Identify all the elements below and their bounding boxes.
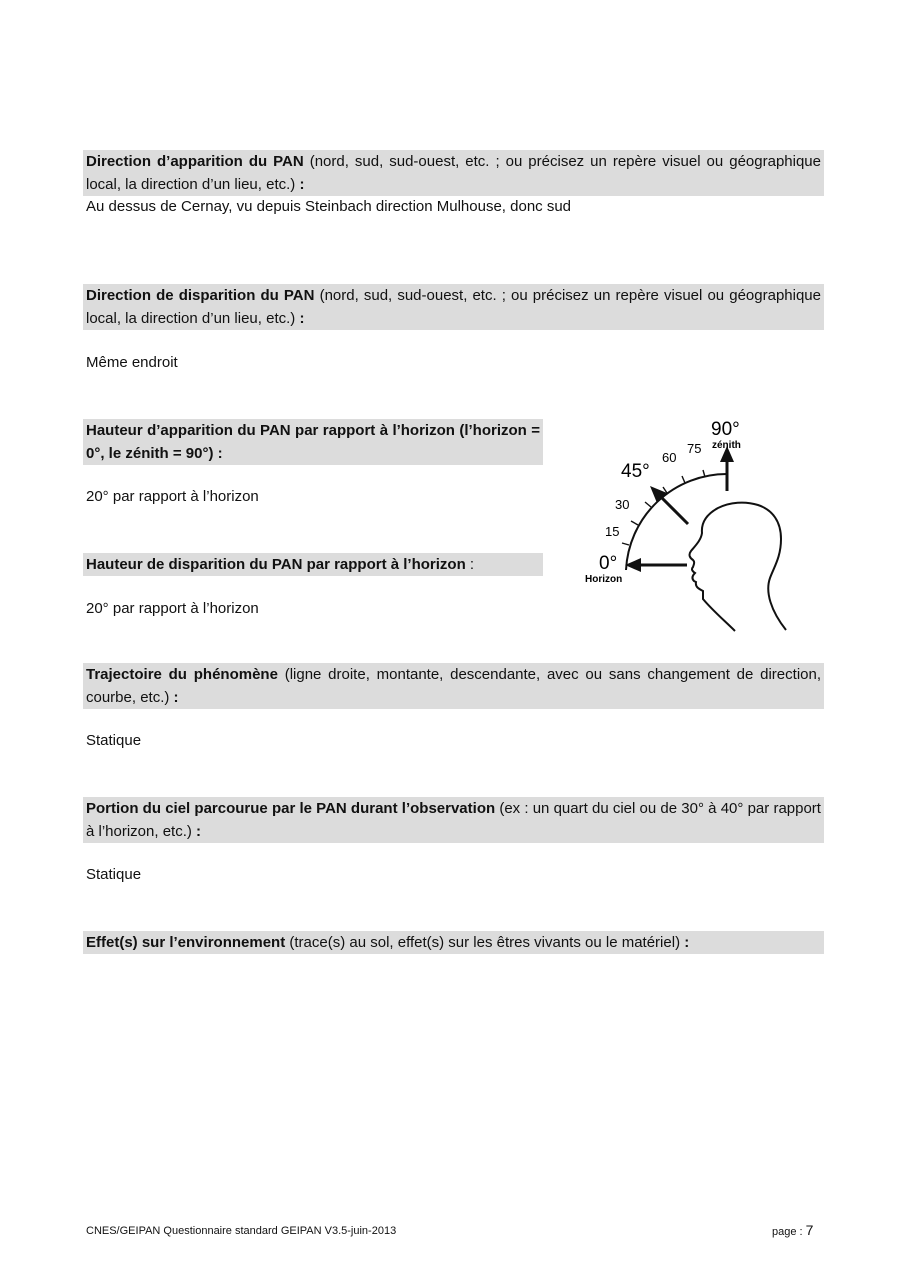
- question-colon: :: [173, 689, 179, 706]
- head-silhouette-icon: [690, 503, 786, 631]
- question-label: Hauteur d’apparition du PAN: [86, 422, 291, 439]
- question-hauteur-disparition: [83, 553, 543, 576]
- question-label: Direction de disparition du PAN: [86, 287, 315, 304]
- label-horizon: Horizon: [585, 574, 623, 585]
- page-number: 7: [805, 1222, 814, 1238]
- question-colon: :: [217, 445, 223, 462]
- question-portion-ciel: [83, 797, 824, 843]
- question-label: Hauteur de disparition du PAN par rapport à l’horizon: [86, 556, 466, 573]
- answer-direction-disparition: Même endroit: [86, 354, 178, 371]
- question-colon: :: [299, 310, 305, 327]
- label-15: 15: [605, 524, 620, 539]
- question-effets-environnement: [83, 931, 824, 954]
- question-hauteur-apparition: [83, 419, 543, 465]
- question-direction-disparition: [83, 284, 824, 330]
- question-hint: :: [465, 556, 475, 573]
- question-label: Effet(s) sur l’environnement: [86, 934, 286, 951]
- elevation-diagram: [575, 405, 805, 640]
- question-colon: :: [196, 823, 202, 840]
- question-hint: (trace(s) au sol, effet(s) sur les êtres vivants ou le matériel): [285, 934, 685, 951]
- label-90: 90°: [711, 419, 740, 440]
- answer-portion-ciel: Statique: [86, 866, 142, 883]
- footer-left: CNES/GEIPAN Questionnaire standard GEIPAN V3.5-juin-2013: [86, 1225, 397, 1237]
- question-label: Portion du ciel parcourue par le PAN durant l’observation: [86, 800, 496, 817]
- label-30: 30: [615, 497, 630, 512]
- answer-trajectoire: Statique: [86, 732, 142, 749]
- page-label: page :: [772, 1226, 806, 1238]
- question-hint: (ligne droite, montante, descendante, avec ou sans changement de direction, courbe, etc.): [86, 666, 821, 706]
- footer-page: [772, 1222, 813, 1238]
- question-trajectoire: [83, 663, 824, 709]
- diagonal-arrow: [659, 495, 688, 524]
- label-75: 75: [687, 441, 702, 456]
- question-hint: par rapport à l’horizon (l’horizon = 0°, le zénith = 90°): [86, 422, 540, 462]
- question-label: Direction d’apparition du PAN: [86, 153, 304, 170]
- label-60: 60: [662, 450, 677, 465]
- elevation-arc: [626, 474, 727, 570]
- label-zenith: zénith: [712, 440, 741, 451]
- label-0: 0°: [599, 553, 618, 574]
- question-direction-apparition: [83, 150, 824, 196]
- question-label: Trajectoire du phénomène: [86, 666, 278, 683]
- question-colon: :: [299, 176, 305, 193]
- answer-hauteur-disparition: 20° par rapport à l’horizon: [86, 600, 259, 617]
- label-45: 45°: [621, 461, 650, 482]
- question-hint: (nord, sud, sud-ouest, etc. ; ou précisez un repère visuel ou géographique local, la direction d’un lieu, etc.): [86, 287, 821, 327]
- question-hint: (nord, sud, sud-ouest, etc. ; ou précisez un repère visuel ou géographique local, la direction d’un lieu, etc.): [86, 153, 821, 193]
- question-colon: :: [684, 934, 690, 951]
- answer-direction-apparition: Au dessus de Cernay, vu depuis Steinbach direction Mulhouse, donc sud: [86, 198, 572, 215]
- answer-hauteur-apparition: 20° par rapport à l’horizon: [86, 488, 259, 505]
- question-hint: (ex : un quart du ciel ou de 30° à 40° par rapport à l’horizon, etc.): [86, 800, 821, 840]
